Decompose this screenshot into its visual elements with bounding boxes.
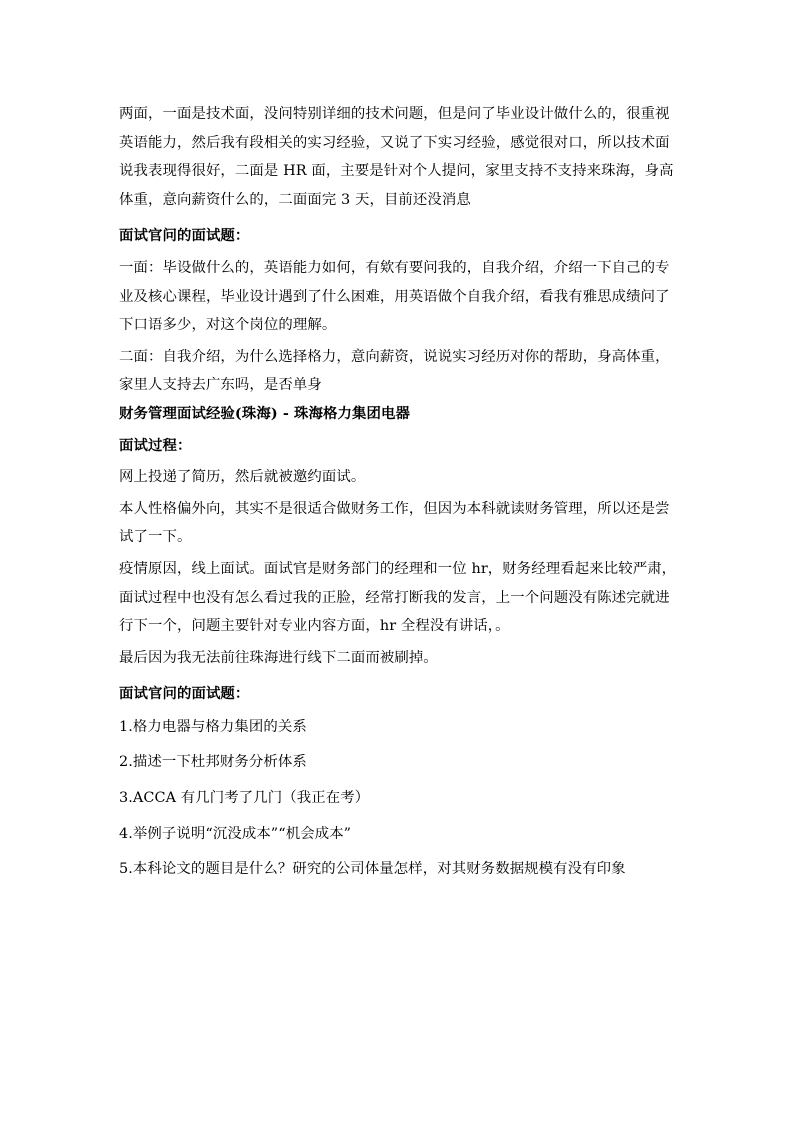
- question-item-1: 1.格力电器与格力集团的关系: [119, 718, 307, 735]
- question-item-2: 2.描述一下杜邦财务分析体系: [119, 754, 307, 771]
- process-paragraph-1: 网上投递了简历，然后就被邀约面试。: [119, 469, 366, 486]
- section1-heading: 面试官问的面试题：: [119, 227, 250, 245]
- questions-heading: 面试官问的面试题：: [119, 685, 250, 703]
- process-paragraph-4: 最后因为我无法前往珠海进行线下二面而被刷掉。: [119, 649, 438, 666]
- question-item-3: 3.ACCA 有几门考了几门（我正在考）: [119, 790, 370, 807]
- post-title: 财务管理面试经验(珠海) - 珠海格力集团电器: [119, 404, 410, 422]
- process-paragraph-2: 本人性格偏外向，其实不是很适合做财务工作，但因为本科就读财务管理，所以还是尝试了一下。: [119, 500, 670, 546]
- intro-paragraph: 两面，一面是技术面，没问特别详细的技术问题，但是问了毕业设计做什么的，很重视英语能力，然后我有段相关的实习经验，又说了下实习经验，感觉很对口，所以技术面说我表现得很好，二面是 HR 面，主要是针对个人提问，家里支持不支持来珠海，身高体重，意向薪资什么的，二面面完 3 天，目前还没消息: [119, 106, 674, 208]
- process-paragraph-3: 疫情原因，线上面试。面试官是财务部门的经理和一位 hr，财务经理看起来比较严肃，面试过程中也没有怎么看过我的正脸，经常打断我的发言，上一个问题没有陈述完就进行下一个，问题主要针对专业内容方面，hr 全程没有讲话，。: [119, 560, 677, 635]
- process-heading: 面试过程：: [119, 436, 192, 454]
- question-item-5: 5.本科论文的题目是什么？研究的公司体量怎样，对其财务数据规模有没有印象: [119, 861, 626, 878]
- round1-questions: 一面：毕设做什么的，英语能力如何，有欸有要问我的，自我介绍，介绍一下自己的专业及核心课程，毕业设计遇到了什么困难，用英语做个自我介绍，看我有雅思成绩问了下口语多少，对这个岗位的理解。: [119, 259, 670, 334]
- round2-questions: 二面：自我介绍，为什么选择格力，意向薪资，说说实习经历对你的帮助，身高体重，家里人支持去广东吗，是否单身: [119, 348, 670, 394]
- document-body: [119, 100, 677, 884]
- question-item-4: 4.举例子说明“沉没成本”“机会成本”: [119, 825, 352, 842]
